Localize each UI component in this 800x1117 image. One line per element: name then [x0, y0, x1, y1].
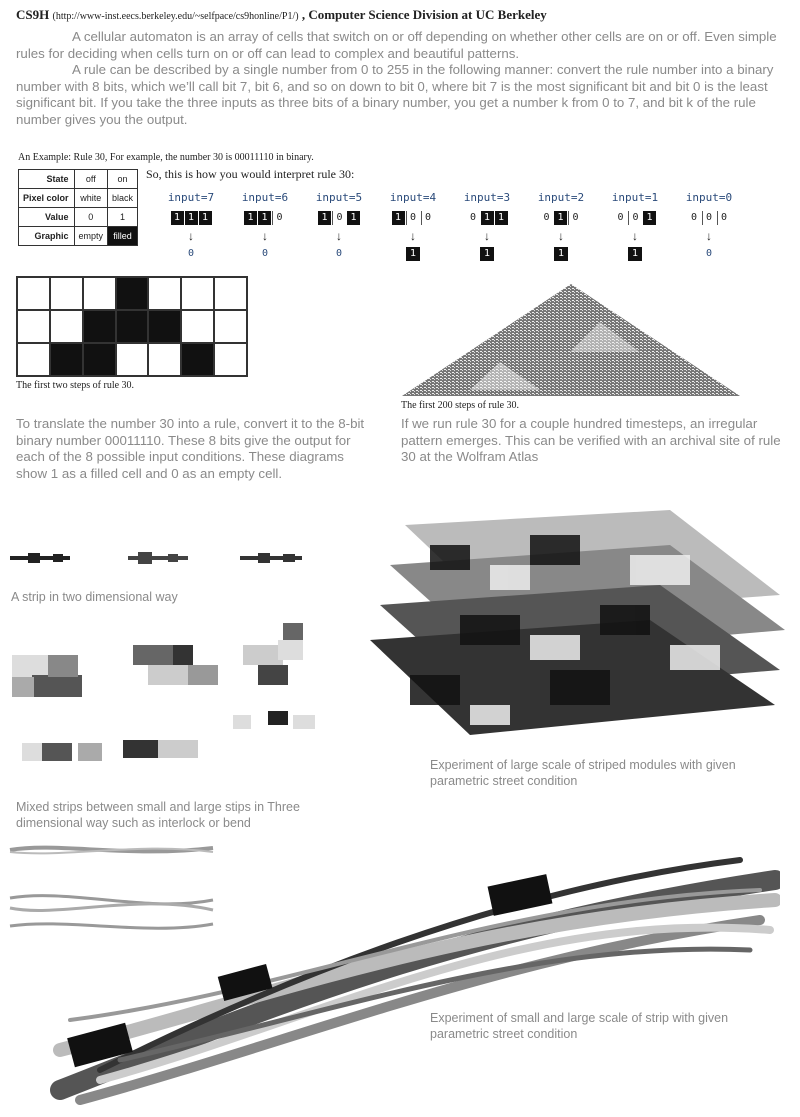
caption-large-experiment: Experiment of large scale of striped modules with given parametric street condition: [430, 758, 736, 788]
rule-input-cells: [600, 210, 670, 225]
grid-cell: [181, 343, 214, 376]
rule-input-cell: 0: [568, 211, 582, 225]
rule-input-label: input=3: [463, 191, 511, 204]
rule-input-case: [600, 191, 670, 261]
course-url[interactable]: (http://www-inst.eecs.berkeley.edu/~selfpace/cs9honline/P1/): [52, 11, 299, 22]
state-table-on: black: [108, 189, 138, 208]
state-table-off: white: [74, 189, 108, 208]
grid-cell: [116, 310, 149, 343]
state-table-off: empty: [74, 227, 108, 246]
rule-input-case: [230, 191, 300, 261]
grid-cell: [17, 343, 50, 376]
grid-cell: [50, 310, 83, 343]
rule-input-case: [674, 191, 744, 261]
grid-cell: [50, 343, 83, 376]
grid-cell: [214, 310, 247, 343]
caption-mixed: Mixed strips between small and large stips in Three dimensional way such as interlock or bend: [16, 800, 300, 830]
rule-input-case: [452, 191, 522, 261]
rule-input-cell: 0: [540, 211, 553, 225]
grid-cell: [181, 310, 214, 343]
rule-output-cell: 0: [335, 248, 343, 259]
rule30-200-steps-image: [400, 282, 742, 398]
rule-input-case: [304, 191, 374, 261]
rule-input-cell: 0: [421, 211, 435, 225]
down-arrow-icon: ↓: [336, 229, 342, 243]
grid-cell: [116, 277, 149, 310]
rule-input-cell: 0: [332, 211, 346, 225]
intro-text: [16, 29, 786, 128]
intro-paragraph-1: A cellular automaton is an array of cells that switch on or off depending on whether other cells are on or off. Even simple rules for deciding when cells turn on or off can lead to complex and beautiful patterns.: [16, 29, 777, 61]
rule-input-cell: 0: [614, 211, 627, 225]
state-table-header: Graphic: [19, 227, 75, 246]
down-arrow-icon: ↓: [632, 229, 638, 243]
rule-input-cells: [452, 210, 522, 225]
rule-output-cell: 0: [261, 248, 269, 259]
page-header: [16, 7, 547, 23]
rule-input-cell: 0: [628, 211, 642, 225]
grid-cell: [148, 277, 181, 310]
state-table-on: filled: [108, 227, 138, 246]
strip-bundle-render: [40, 820, 780, 1110]
state-table-off: off: [74, 170, 108, 189]
organization-name: Computer Science Division at UC Berkeley: [308, 7, 547, 22]
rule-input-cell: 1: [481, 211, 494, 225]
rule-input-cell: 0: [406, 211, 420, 225]
mixed-strips-image: [8, 615, 328, 775]
grid-cell: [50, 277, 83, 310]
rule-input-cell: 0: [467, 211, 480, 225]
translate-text: To translate the number 30 into a rule, convert it to the 8-bit binary number 00011110. These 8 bits give the output for each of the 8 possible input conditions. These diagrams show 1 as a filled cell and 0 as an empty cell.: [16, 416, 365, 481]
rule-input-cell: 1: [171, 211, 184, 225]
rule-input-cell: 0: [702, 211, 716, 225]
rule-input-cells: [526, 210, 596, 225]
grid-cell: [83, 343, 116, 376]
rule-input-cell: 0: [717, 211, 731, 225]
rule-input-label: input=0: [685, 191, 733, 204]
caption-two-steps: The first two steps of rule 30.: [16, 380, 135, 391]
state-table-header: Value: [19, 208, 75, 227]
down-arrow-icon: ↓: [262, 229, 268, 243]
intro-paragraph-2: A rule can be described by a single number from 0 to 255 in the following manner: convert the rule number into a binary number with 8 bits, which we’ll call bit 7, bit 6, and so on down to bit 0, where bit 7 is the most significant bit and bit 0 is the least significant bit. If you take the three inputs as three bits of a binary number, you get a number k from 0 to 7, and bit k of the rule number gives you the output.: [16, 62, 774, 127]
down-arrow-icon: ↓: [706, 229, 712, 243]
grid-cell: [116, 343, 149, 376]
grid-cell: [214, 277, 247, 310]
rule-input-cell: 1: [643, 211, 656, 225]
grid-cell: [17, 277, 50, 310]
state-table-header: State: [19, 170, 75, 189]
grid-cell: [148, 310, 181, 343]
grid-cell: [83, 277, 116, 310]
state-table-on: 1: [108, 208, 138, 227]
rule-input-label: input=1: [611, 191, 659, 204]
rule-input-case: [526, 191, 596, 261]
rule-output-cell: 1: [628, 247, 642, 261]
state-table-header: Pixel color: [19, 189, 75, 208]
rule-input-case: [156, 191, 226, 261]
rule-input-cell: 1: [244, 211, 257, 225]
rule-input-cell: 1: [554, 211, 567, 225]
state-table-row: [19, 208, 138, 227]
strip-2d-image: [8, 548, 308, 568]
rule30-two-steps-grid: [16, 276, 248, 377]
grid-cell: [181, 277, 214, 310]
run-text: If we run rule 30 for a couple hundred timesteps, an irregular pattern emerges. This can be verified with an archival site of rule 30 at the Wolfram Atlas: [401, 416, 781, 464]
rule-input-cell: 1: [258, 211, 271, 225]
grid-cell: [148, 343, 181, 376]
caption-strip-2d: A strip in two dimensional way: [11, 590, 178, 604]
rule-output-cell: 1: [480, 247, 494, 261]
state-table: [18, 169, 138, 246]
rule-input-cell: 0: [272, 211, 286, 225]
rule-input-case: [378, 191, 448, 261]
rule-input-cells: [674, 210, 744, 225]
grid-cell: [83, 310, 116, 343]
rule-output-cell: 1: [554, 247, 568, 261]
down-arrow-icon: ↓: [484, 229, 490, 243]
rule-input-cells: [230, 210, 300, 225]
rule-input-cell: 1: [347, 211, 360, 225]
rule-input-label: input=5: [315, 191, 363, 204]
rule-input-cell: 1: [199, 211, 212, 225]
rule-input-cell: 1: [392, 211, 405, 225]
state-table-row: [19, 170, 138, 189]
down-arrow-icon: ↓: [410, 229, 416, 243]
rule-input-cell: 1: [185, 211, 198, 225]
state-table-row: [19, 227, 138, 246]
rule-input-cells: [378, 210, 448, 225]
rule-input-label: input=6: [241, 191, 289, 204]
down-arrow-icon: ↓: [558, 229, 564, 243]
header-separator: ,: [298, 7, 309, 22]
state-table-on: on: [108, 170, 138, 189]
example-line: An Example: Rule 30, For example, the number 30 is 00011110 in binary.: [18, 152, 314, 163]
state-table-row: [19, 189, 138, 208]
state-table-off: 0: [74, 208, 108, 227]
rule-input-label: input=2: [537, 191, 585, 204]
rule-input-cell: 1: [318, 211, 331, 225]
large-scale-module-render: [350, 505, 790, 750]
rule-output-cell: 1: [406, 247, 420, 261]
rule-input-cells: [304, 210, 374, 225]
caption-two-hundred: The first 200 steps of rule 30.: [401, 400, 520, 411]
rule-input-cell: 1: [495, 211, 508, 225]
rule-input-label: input=4: [389, 191, 437, 204]
rule-output-cell: 0: [187, 248, 195, 259]
caption-small-large-experiment: Experiment of small and large scale of strip with given parametric street condition: [430, 1011, 729, 1041]
rule-input-cell: 0: [688, 211, 701, 225]
rule-output-cell: 0: [705, 248, 713, 259]
grid-cell: [17, 310, 50, 343]
down-arrow-icon: ↓: [188, 229, 194, 243]
interpret-line: So, this is how you would interpret rule 30:: [146, 167, 355, 181]
rule-input-row: [156, 191, 756, 261]
rule-input-cells: [156, 210, 226, 225]
grid-cell: [214, 343, 247, 376]
course-code: CS9H: [16, 7, 50, 22]
rule-input-label: input=7: [167, 191, 215, 204]
